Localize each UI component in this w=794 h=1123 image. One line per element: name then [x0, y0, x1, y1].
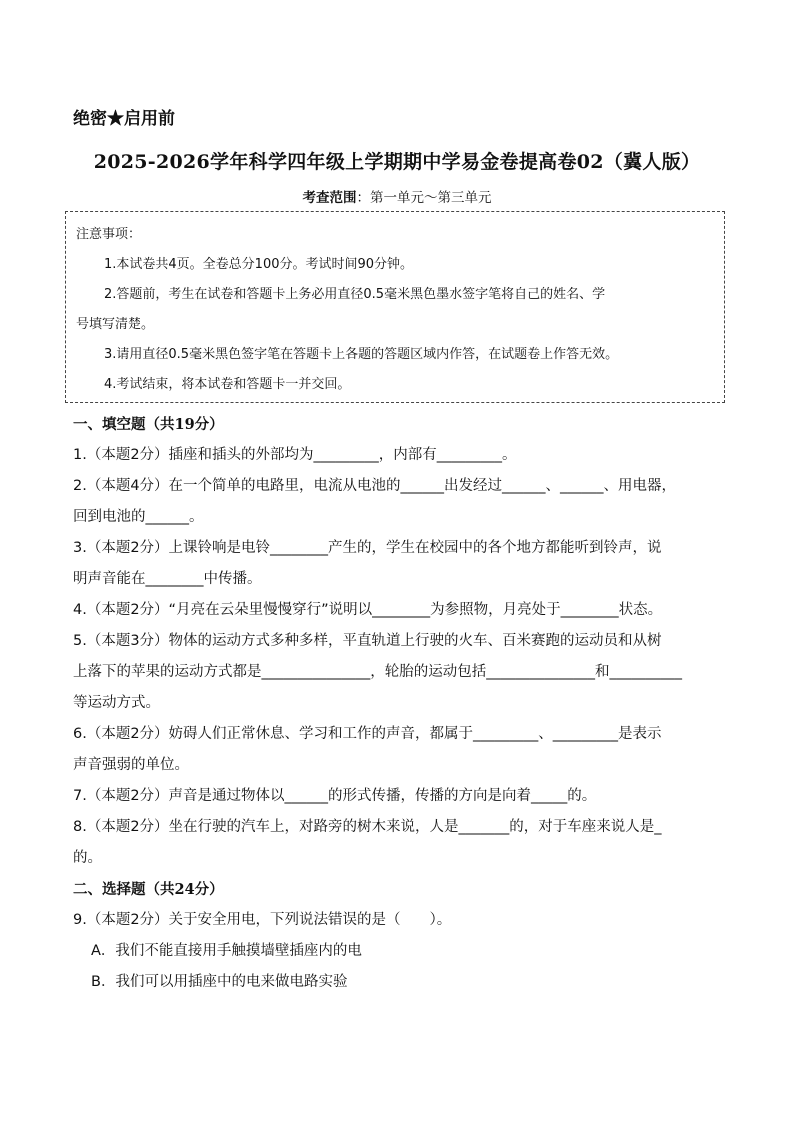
notice-item: 4.考试结束，将本试卷和答题卡一并交回。	[104, 377, 351, 392]
section-heading-fill-in: 一、填空题（共19分）	[73, 416, 224, 433]
question-line: 9.（本题2分）关于安全用电，下列说法错误的是（ ）。	[73, 912, 452, 928]
notice-item: 1.本试卷共4页。全卷总分100分。考试时间90分钟。	[104, 257, 414, 272]
scope-value: ：第一单元～第三单元	[356, 190, 492, 206]
question-line: 5.（本题3分）物体的运动方式多种多样，平直轨道上行驶的火车、百米赛跑的运动员和从树	[73, 633, 662, 649]
question-line: 上落下的苹果的运动方式都是_______________，轮胎的运动包括_______________和__________	[73, 664, 682, 680]
exam-title: 2025-2026学年科学四年级上学期期中学易金卷提高卷02（冀人版）	[93, 151, 701, 173]
question-line: 8.（本题2分）坐在行驶的汽车上，对路旁的树木来说，人是_______的，对于车座来说人是_	[73, 819, 662, 835]
notice-heading: 注意事项：	[76, 227, 142, 242]
question-line: 6.（本题2分）妨碍人们正常休息、学习和工作的声音，都属于_________、_________是表示	[73, 726, 662, 742]
question-line: 4.（本题2分）“月亮在云朵里慢慢穿行”说明以________为参照物，月亮处于________状态。	[73, 602, 663, 618]
question-line: 的。	[73, 850, 102, 866]
exam-content	[73, 409, 723, 998]
notice-box	[65, 211, 725, 403]
question-line: 1.（本题2分）插座和插头的外部均为_________，内部有_________。	[73, 447, 517, 463]
scope-label: 考查范围	[302, 190, 357, 206]
question-line: 等运动方式。	[73, 695, 160, 711]
choice-option-a: A．我们不能直接用手触摸墙壁插座内的电	[91, 943, 362, 959]
notice-item: 2.答题前，考生在试卷和答题卡上务必用直径0.5毫米黑色墨水签字笔将自己的姓名、学	[104, 287, 606, 302]
question-line: 3.（本题2分）上课铃响是电铃________产生的，学生在校园中的各个地方都能听到铃声，说	[73, 540, 662, 556]
question-line: 7.（本题2分）声音是通过物体以______的形式传播，传播的方向是向着_____的。	[73, 788, 597, 804]
exam-scope	[0, 186, 794, 206]
choice-option-b: B．我们可以用插座中的电来做电路实验	[91, 974, 348, 990]
question-line: 明声音能在________中传播。	[73, 571, 262, 587]
question-line: 回到电池的______。	[73, 509, 204, 525]
question-line: 2.（本题4分）在一个简单的电路里，电流从电池的______出发经过______、______、用电器，	[73, 478, 677, 494]
section-heading-multiple-choice: 二、选择题（共24分）	[73, 881, 224, 898]
confidential-label: 绝密★启用前	[73, 109, 175, 129]
notice-item-continued: 号填写清楚。	[76, 317, 155, 332]
question-line: 声音强弱的单位。	[73, 757, 189, 773]
notice-item: 3.请用直径0.5毫米黑色签字笔在答题卡上各题的答题区域内作答，在试题卷上作答无效。	[104, 347, 619, 362]
